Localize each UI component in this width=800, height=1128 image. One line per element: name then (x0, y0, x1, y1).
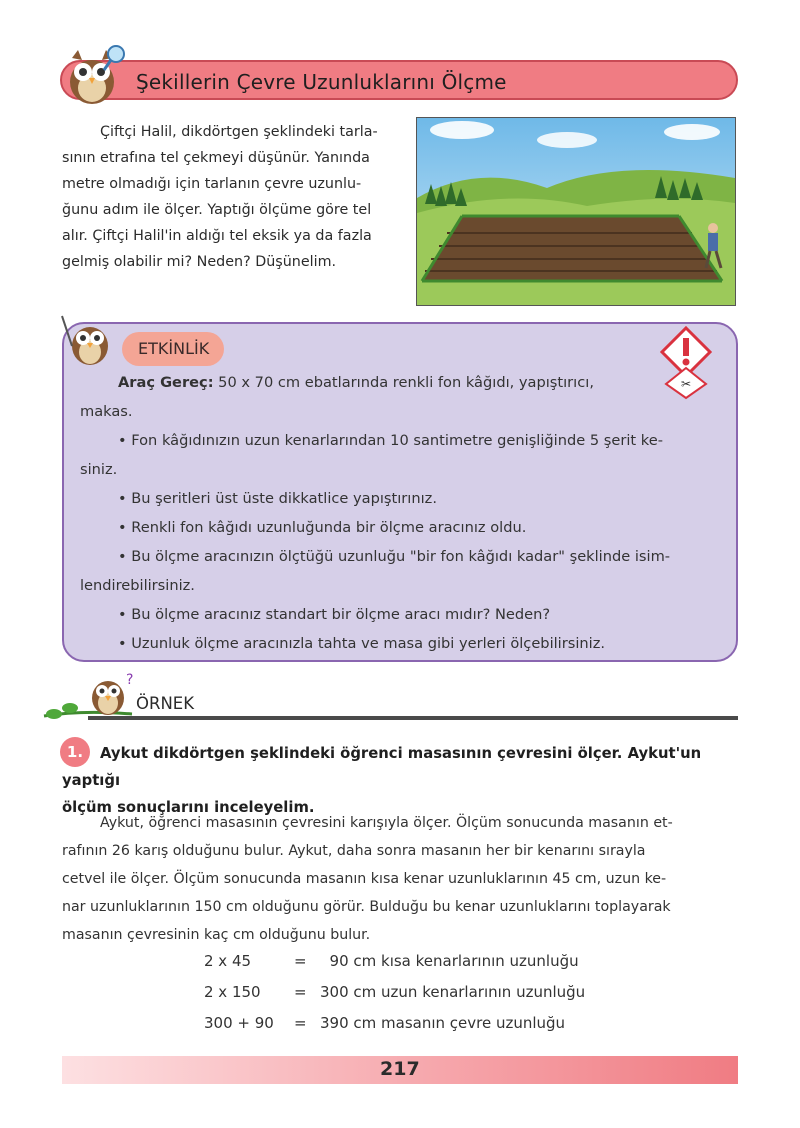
question-number: 1. (60, 737, 90, 767)
calc-result: 390 cm masanın çevre uzunluğu (320, 1014, 566, 1032)
calc-equals: = (294, 983, 307, 1001)
body-line: nar uzunluklarının 150 cm olduğunu görür. Bulduğu bu kenar uzunluklarını toplayarak (62, 899, 671, 915)
farm-field-illustration (416, 117, 736, 306)
body-line: masanın çevresinin kaç cm olduğunu bulur. (62, 927, 371, 943)
calc-equals: = (294, 1014, 307, 1032)
example-label: ÖRNEK (136, 694, 195, 713)
owl-magnifier-icon (58, 42, 130, 106)
activity-item (80, 629, 692, 658)
owl-pointer-icon (58, 312, 118, 368)
activity-item-text: • Uzunluk ölçme aracınızla tahta ve masa gibi yerleri ölçebilirsiniz. (118, 635, 605, 652)
activity-item (80, 600, 692, 629)
activity-item (80, 484, 692, 513)
activity-item (80, 542, 692, 571)
intro-line: Çiftçi Halil, dikdörtgen şeklindeki tarla- (100, 124, 378, 140)
svg-text:?: ? (126, 672, 134, 688)
activity-item-text: • Bu ölçme aracınızın ölçtüğü uzunluğu "bir fon kâğıdı kadar" şeklinde isim- (118, 548, 671, 565)
materials-label: Araç Gereç: (118, 374, 214, 391)
calculation-row (204, 952, 579, 970)
materials-text: 50 x 70 cm ebatlarında renkli fon kâğıdı, yapıştırıcı, (213, 374, 594, 391)
svg-text:✂: ✂ (680, 377, 692, 391)
intro-line: metre olmadığı için tarlanın çevre uzunlu- (62, 176, 362, 192)
calculation-row (204, 983, 585, 1001)
page-title: Şekillerin Çevre Uzunluklarını Ölçme (136, 70, 507, 94)
intro-line: sının etrafına tel çekmeyi düşünür. Yanında (62, 150, 370, 166)
intro-line: gelmiş olabilir mi? Neden? Düşünelim. (62, 254, 337, 270)
calc-expression: 300 + 90 (204, 1014, 274, 1032)
body-line: rafının 26 karış olduğunu bulur. Aykut, daha sonra masanın her bir kenarını sırayla (62, 843, 646, 859)
page-number: 217 (380, 1058, 420, 1080)
activity-item-cont: lendirebilirsiniz. (80, 577, 195, 594)
calc-expression: 2 x 150 (204, 983, 261, 1001)
activity-item (80, 426, 692, 455)
question-line: Aykut dikdörtgen şeklindeki öğrenci masasının çevresini ölçer. Aykut'un yaptığı (62, 745, 702, 789)
body-line: cetvel ile ölçer. Ölçüm sonucunda masanın kısa kenar uzunluklarının 45 cm, uzun ke- (62, 871, 667, 887)
activity-item-cont: siniz. (80, 461, 118, 478)
calc-expression: 2 x 45 (204, 952, 252, 970)
intro-line: alır. Çiftçi Halil'in aldığı tel eksik ya da fazla (62, 228, 372, 244)
activity-tag-label: ETKİNLİK (138, 339, 210, 358)
activity-item (80, 513, 692, 542)
activity-item-text: • Bu şeritleri üst üste dikkatlice yapıştırınız. (118, 490, 437, 507)
example-divider (88, 716, 738, 720)
example-body (62, 809, 738, 949)
activity-item-text: • Bu ölçme aracınız standart bir ölçme aracı mıdır? Neden? (118, 606, 551, 623)
intro-paragraph (62, 119, 407, 275)
activity-item-text: • Renkli fon kâğıdı uzunluğunda bir ölçme aracınız oldu. (118, 519, 527, 536)
activity-item-text: • Fon kâğıdınızın uzun kenarlarından 10 santimetre genişliğinde 5 şerit ke- (118, 432, 663, 449)
materials-line (80, 368, 692, 397)
question-line: ölçüm sonuçlarını inceleyelim. (62, 799, 315, 816)
calc-equals: = (294, 952, 307, 970)
calculation-row (204, 1014, 565, 1032)
intro-line: ğunu adım ile ölçer. Yaptığı ölçüme göre tel (62, 202, 372, 218)
body-line: Aykut, öğrenci masasının çevresini karışıyla ölçer. Ölçüm sonucunda masanın et- (100, 815, 673, 831)
calc-result: 300 cm uzun kenarlarının uzunluğu (320, 983, 586, 1001)
calc-result: 90 cm kısa kenarlarının uzunluğu (320, 952, 579, 970)
materials-cont: makas. (80, 403, 133, 420)
